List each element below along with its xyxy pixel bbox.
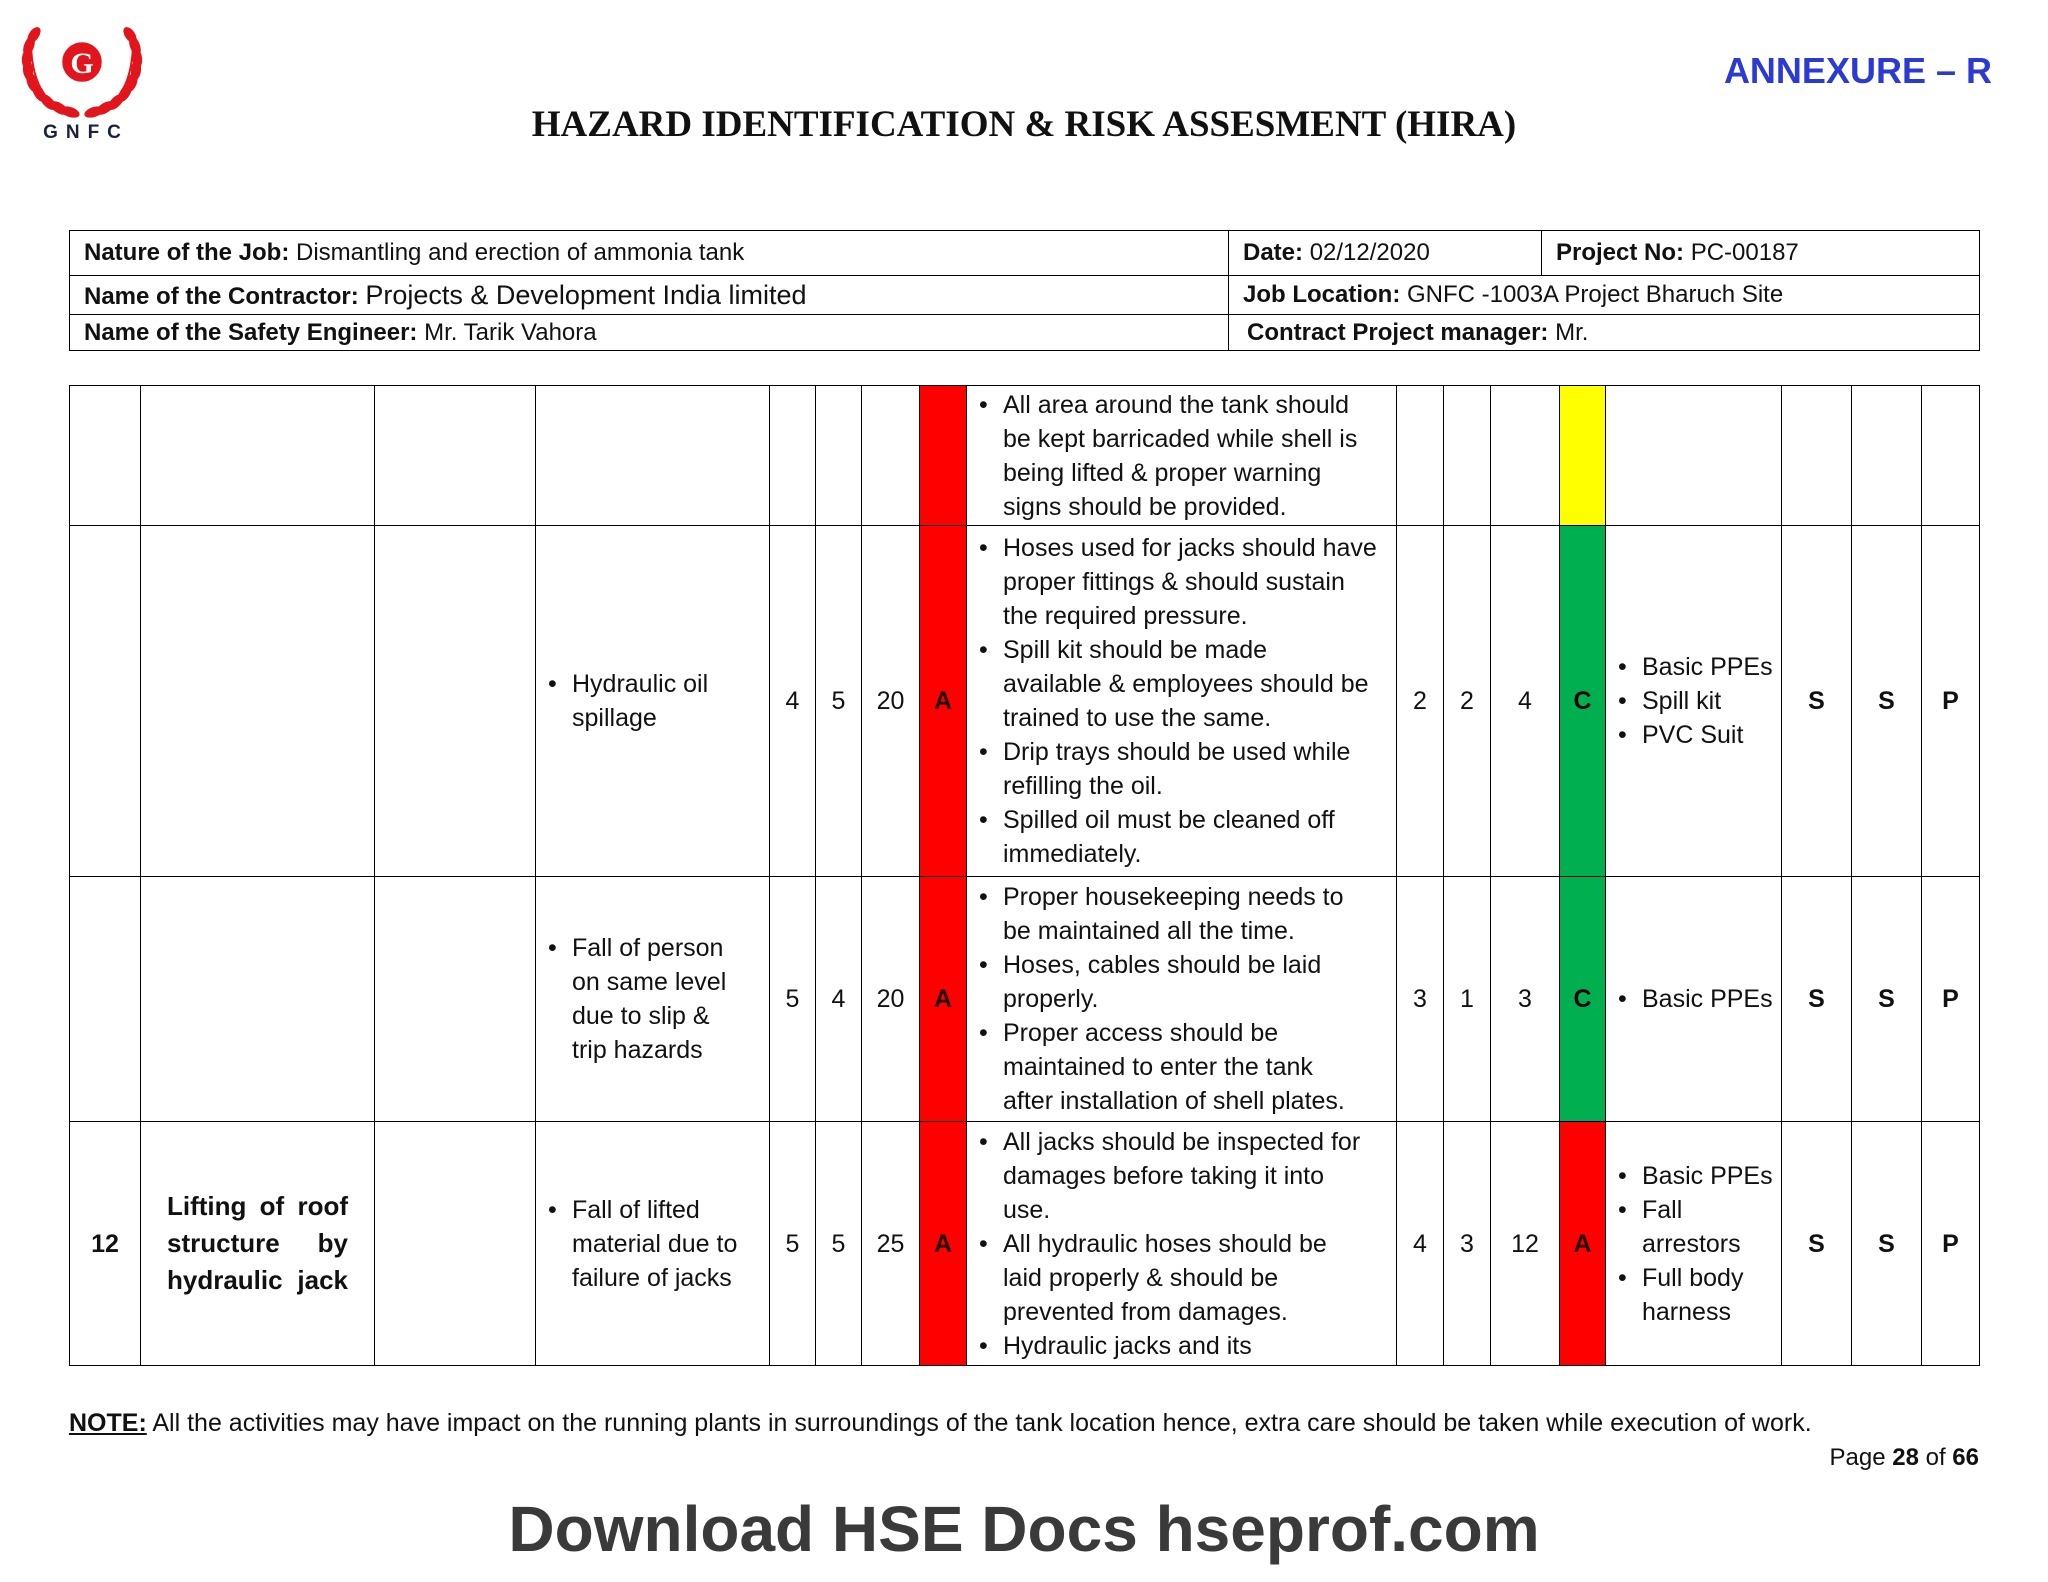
activity-cell (141, 877, 375, 1122)
remark-cell (1852, 386, 1922, 526)
ppe-item: • Basic PPEs (1642, 650, 1781, 684)
hira-row (70, 386, 1980, 526)
hazard-item: • Hydraulic oil spillage (572, 667, 769, 735)
nature-of-job-cell (70, 231, 1229, 276)
remark-cell: S (1852, 1122, 1922, 1366)
hazard-item-list (536, 667, 769, 735)
job-location-label: Job Location: (1243, 281, 1401, 308)
control-measure: • Hoses, cables should be laid properly. (1003, 948, 1396, 1016)
residual-severity: 2 (1397, 526, 1444, 877)
residual-severity: 3 (1397, 877, 1444, 1122)
blank-cell (375, 386, 536, 526)
blank-cell (375, 526, 536, 877)
job-info-table (69, 230, 1980, 351)
project-no-value: PC-00187 (1690, 239, 1799, 266)
project-manager-cell (1229, 315, 1980, 351)
contractor-label: Name of the Contractor: (84, 282, 359, 310)
initial-risk-score: 20 (862, 877, 920, 1122)
control-measure-list (967, 1125, 1396, 1363)
initial-risk-category (920, 386, 967, 526)
page-number (1830, 1443, 1980, 1473)
initial-severity: 5 (770, 1122, 816, 1366)
remark-cell (1782, 386, 1852, 526)
residual-likelihood (1444, 386, 1491, 526)
residual-likelihood: 3 (1444, 1122, 1491, 1366)
sr-no-cell (70, 386, 141, 526)
hazard-cell (536, 877, 770, 1122)
control-measures-cell (967, 877, 1397, 1122)
sr-no: 12 (91, 1229, 119, 1258)
initial-severity: 4 (770, 526, 816, 877)
nature-of-job-label: Nature of the Job: (84, 239, 290, 266)
initial-severity: 5 (770, 877, 816, 1122)
project-manager-value: Mr. (1555, 318, 1589, 346)
control-measure: • Proper access should be maintained to enter the tank after installation of shell plates. (1003, 1016, 1396, 1118)
initial-risk-category: A (920, 1122, 967, 1366)
sr-no-cell (70, 1122, 141, 1366)
hira-row (70, 1122, 1980, 1366)
control-measure: • Hydraulic jacks and its (1003, 1329, 1396, 1363)
sr-no-cell (70, 526, 141, 877)
page-current: 28 (1892, 1444, 1919, 1471)
page-of: of (1925, 1444, 1946, 1471)
hira-table (69, 385, 1980, 1366)
control-measure: • Drip trays should be used while refilling the oil. (1003, 735, 1396, 803)
hazard-item-list (536, 931, 769, 1067)
control-measure: • Proper housekeeping needs to be maintained all the time. (1003, 880, 1396, 948)
ppe-item: • Basic PPEs (1642, 982, 1781, 1016)
info-row (70, 231, 1980, 276)
residual-risk-category (1560, 386, 1606, 526)
project-no-cell (1542, 231, 1980, 276)
control-measure: • All area around the tank should be kept barricaded while shell is being lifted & proper warning signs should be provided. (1003, 388, 1396, 524)
remark-cell: P (1922, 526, 1980, 877)
hazard-item: • Fall of lifted material due to failure of jacks (572, 1193, 769, 1295)
sr-no-cell (70, 877, 141, 1122)
activity-cell (141, 386, 375, 526)
ppe-item-list (1606, 650, 1781, 752)
control-measure: • Spill kit should be made available & employees should be trained to use the same. (1003, 633, 1396, 735)
ppe-item: • Full body harness (1642, 1261, 1781, 1329)
hazard-item: • Fall of person on same level due to slip & trip hazards (572, 931, 769, 1067)
residual-risk-score: 4 (1491, 526, 1560, 877)
control-measures-cell (967, 386, 1397, 526)
initial-risk-score (862, 386, 920, 526)
residual-likelihood: 1 (1444, 877, 1491, 1122)
ppe-cell (1606, 526, 1782, 877)
initial-likelihood: 5 (816, 1122, 862, 1366)
initial-severity (770, 386, 816, 526)
hazard-item-list (536, 1193, 769, 1295)
control-measure-list (967, 388, 1396, 524)
residual-risk-score (1491, 386, 1560, 526)
project-manager-label: Contract Project manager: (1247, 318, 1549, 346)
control-measure: • All hydraulic hoses should be laid properly & should be prevented from damages. (1003, 1227, 1396, 1329)
control-measure: • Hoses used for jacks should have proper fittings & should sustain the required pressure. (1003, 531, 1396, 633)
logo-text: GNFC (43, 122, 129, 143)
note-label: NOTE: (69, 1409, 147, 1437)
hira-table-body (70, 386, 1980, 1366)
page-total: 66 (1952, 1444, 1979, 1471)
watermark-text: Download HSE Docs hseprof.com (508, 1493, 1540, 1565)
info-row (70, 315, 1980, 351)
residual-severity (1397, 386, 1444, 526)
ppe-item: • PVC Suit (1642, 718, 1781, 752)
control-measure-list (967, 880, 1396, 1118)
job-location-cell (1229, 276, 1980, 315)
project-no-label: Project No: (1556, 239, 1685, 266)
residual-risk-score: 12 (1491, 1122, 1560, 1366)
ppe-item: • Fall arrestors (1642, 1193, 1781, 1261)
hazard-cell (536, 1122, 770, 1366)
logo-letter: G (70, 47, 94, 80)
initial-likelihood: 5 (816, 526, 862, 877)
initial-likelihood: 4 (816, 877, 862, 1122)
activity-cell (141, 1122, 375, 1366)
annexure-label: ANNEXURE – R (1723, 50, 1992, 91)
residual-severity: 4 (1397, 1122, 1444, 1366)
remark-cell: S (1782, 877, 1852, 1122)
date-value: 02/12/2020 (1309, 239, 1430, 266)
hira-row (70, 877, 1980, 1122)
safety-engineer-cell (70, 315, 1229, 351)
remark-cell: S (1782, 1122, 1852, 1366)
remark-cell (1922, 386, 1980, 526)
residual-risk-score: 3 (1491, 877, 1560, 1122)
hazard-cell (536, 386, 770, 526)
control-measure: • All jacks should be inspected for damages before taking it into use. (1003, 1125, 1396, 1227)
ppe-item-list (1606, 1159, 1781, 1329)
initial-risk-category: A (920, 877, 967, 1122)
remark-cell: S (1852, 526, 1922, 877)
info-row (70, 276, 1980, 315)
remark-cell: S (1782, 526, 1852, 877)
control-measures-cell (967, 1122, 1397, 1366)
activity-cell (141, 526, 375, 877)
blank-cell (375, 1122, 536, 1366)
hazard-cell (536, 526, 770, 877)
ppe-cell (1606, 1122, 1782, 1366)
remark-cell: P (1922, 1122, 1980, 1366)
page-label: Page (1829, 1444, 1886, 1471)
residual-risk-category: C (1560, 526, 1606, 877)
date-cell (1229, 231, 1542, 276)
page-title: HAZARD IDENTIFICATION & RISK ASSESMENT (HIRA) (531, 104, 1517, 145)
initial-likelihood (816, 386, 862, 526)
initial-risk-category: A (920, 526, 967, 877)
job-location-value: GNFC -1003A Project Bharuch Site (1407, 281, 1784, 308)
initial-risk-score: 20 (862, 526, 920, 877)
footnote (69, 1408, 1812, 1438)
remark-cell: P (1922, 877, 1980, 1122)
contractor-value: Projects & Development India limited (365, 279, 807, 310)
ppe-item-list (1606, 982, 1781, 1016)
note-text: All the activities may have impact on the running plants in surroundings of the tank location hence, extra care should be taken while execution of work. (152, 1409, 1812, 1437)
ppe-cell (1606, 386, 1782, 526)
residual-risk-category: C (1560, 877, 1606, 1122)
hira-row (70, 526, 1980, 877)
residual-likelihood: 2 (1444, 526, 1491, 877)
blank-cell (375, 877, 536, 1122)
safety-engineer-label: Name of the Safety Engineer: (84, 318, 418, 346)
ppe-item: • Basic PPEs (1642, 1159, 1781, 1193)
nature-of-job-value: Dismantling and erection of ammonia tank (296, 239, 745, 266)
ppe-item: • Spill kit (1642, 684, 1781, 718)
safety-engineer-value: Mr. Tarik Vahora (424, 318, 597, 346)
control-measure: • Spilled oil must be cleaned off immediately. (1003, 803, 1396, 871)
initial-risk-score: 25 (862, 1122, 920, 1366)
contractor-cell (70, 276, 1229, 315)
activity-text: Lifting of roof structure by hydraulic jack (167, 1191, 348, 1295)
ppe-cell (1606, 877, 1782, 1122)
residual-risk-category: A (1560, 1122, 1606, 1366)
remark-cell: S (1852, 877, 1922, 1122)
control-measures-cell (967, 526, 1397, 877)
control-measure-list (967, 531, 1396, 871)
date-label: Date: (1243, 239, 1304, 266)
